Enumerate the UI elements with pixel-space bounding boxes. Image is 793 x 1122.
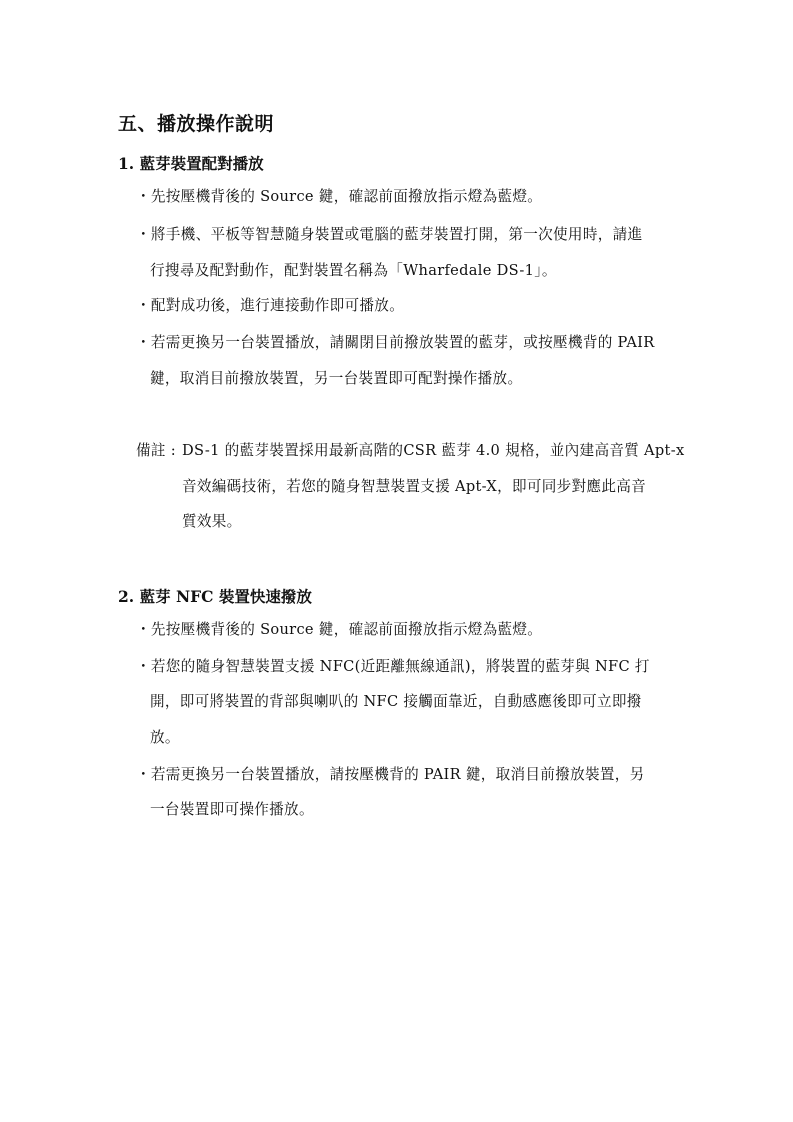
note-line-2: 音效編碼技術，若您的隨身智慧裝置支援 Apt-X，即可同步對應此高音 xyxy=(182,478,647,495)
section1-item-3: ・配對成功後，進行連接動作即可播放。 xyxy=(136,297,405,314)
section2-item-3-line-1: ・若需更換另一台裝置播放，請按壓機背的 PAIR 鍵，取消目前撥放裝置，另 xyxy=(136,766,645,783)
note-label: 備註 : xyxy=(136,442,176,459)
section2-item-2-line-1: ・若您的隨身智慧裝置支援 NFC(近距離無線通訊)，將裝置的藍芽與 NFC 打 xyxy=(136,658,650,675)
section1-heading: 1. 藍芽裝置配對播放 xyxy=(118,154,264,173)
section2-item-2-line-2: 開，即可將裝置的背部與喇叭的 NFC 接觸面靠近，自動感應後即可立即撥 xyxy=(150,693,642,710)
section1-item-2-line-1: ・將手機、平板等智慧隨身裝置或電腦的藍芽裝置打開，第一次使用時，請進 xyxy=(136,226,643,243)
page-title: 五、播放操作說明 xyxy=(118,113,275,135)
section2-item-1: ・先按壓機背後的 Source 鍵，確認前面撥放指示燈為藍燈。 xyxy=(136,621,543,638)
note-line-1: DS-1 的藍芽裝置採用最新高階的CSR 藍芽 4.0 規格，並內建高音質 Apt-x xyxy=(182,442,685,459)
note-line-3: 質效果。 xyxy=(182,513,242,530)
section1-item-4-line-1: ・若需更換另一台裝置播放，請關閉目前撥放裝置的藍芽，或按壓機背的 PAIR xyxy=(136,334,655,351)
section1-item-4-line-2: 鍵，取消目前撥放裝置，另一台裝置即可配對操作播放。 xyxy=(150,370,523,387)
section2-item-2-line-3: 放。 xyxy=(150,729,180,746)
section2-item-3-line-2: 一台裝置即可操作播放。 xyxy=(150,801,314,818)
section2-heading: 2. 藍芽 NFC 裝置快速撥放 xyxy=(118,587,312,606)
section1-item-2-line-2: 行搜尋及配對動作，配對裝置名稱為「Wharfedale DS-1」。 xyxy=(150,262,557,279)
section1-item-1: ・先按壓機背後的 Source 鍵，確認前面撥放指示燈為藍燈。 xyxy=(136,188,543,205)
